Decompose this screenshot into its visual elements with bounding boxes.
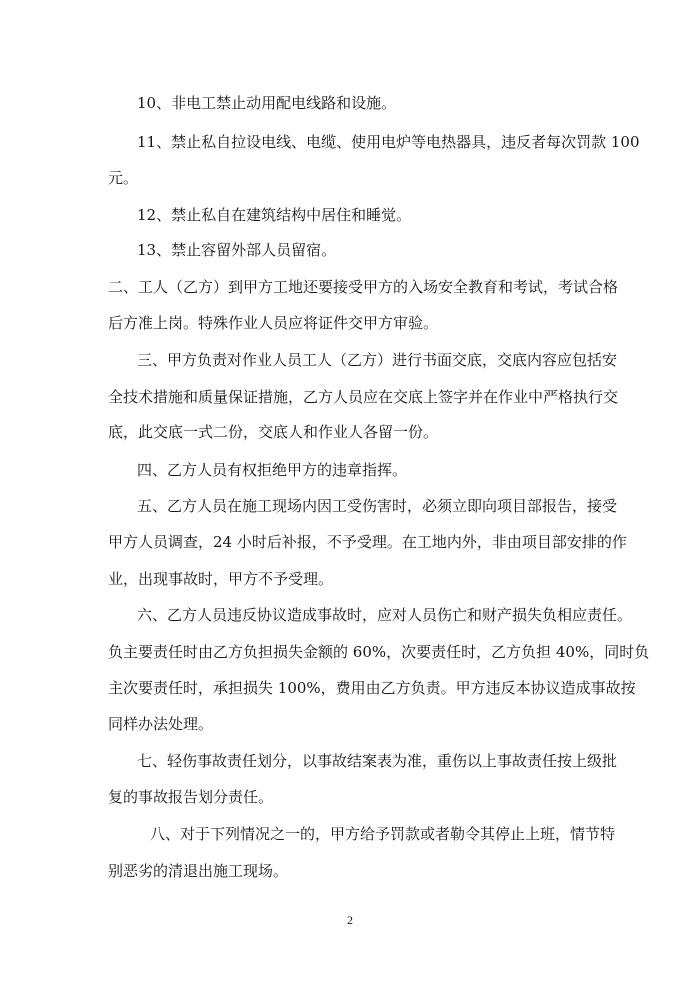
text-line: 别恶劣的清退出施工现场。 xyxy=(108,862,289,880)
text-line: 复的事故报告划分责任。 xyxy=(108,788,274,806)
text-line: 七、轻伤事故责任划分，以事故结案表为准，重伤以上事故责任按上级批 xyxy=(137,752,618,770)
page-number: 2 xyxy=(347,913,353,927)
text-line: 底，此交底一式二份，交底人和作业人各留一份。 xyxy=(108,423,439,441)
text-line: 元。 xyxy=(108,169,139,187)
text-line: 负主要责任时由乙方负担损失金额的 60%，次要责任时，乙方负担 40%，同时负 xyxy=(108,643,650,661)
text-line: 四、乙方人员有权拒绝甲方的违章指挥。 xyxy=(137,461,408,479)
text-line: 业，出现事故时，甲方不予受理。 xyxy=(108,570,334,588)
text-line: 11、禁止私自拉设电线、电缆、使用电炉等电热器具，违反者每次罚款 100 xyxy=(137,133,640,151)
text-line: 全技术措施和质量保证措施，乙方人员应在交底上签字并在作业中严格执行交 xyxy=(108,388,619,406)
text-line: 六、乙方人员违反协议造成事故时，应对人员伤亡和财产损失负相应责任。 xyxy=(137,606,633,624)
text-line: 甲方人员调查，24 小时后补报，不予受理。在工地内外，非由项目部安排的作 xyxy=(108,533,627,551)
text-line: 12、禁止私自在建筑结构中居住和睡觉。 xyxy=(137,206,412,224)
text-line: 后方准上岗。特殊作业人员应将证件交甲方审验。 xyxy=(108,314,439,332)
text-line: 10、非电工禁止动用配电线路和设施。 xyxy=(137,94,397,112)
text-line: 五、乙方人员在施工现场内因工受伤害时，必须立即向项目部报告，接受 xyxy=(137,497,618,515)
text-line: 二、工人（乙方）到甲方工地还要接受甲方的入场安全教育和考试，考试合格 xyxy=(108,278,619,296)
text-line: 主次要责任时，承担损失 100%，费用由乙方负责。甲方违反本协议造成事故按 xyxy=(108,679,636,697)
text-line: 八、对于下列情况之一的，甲方给予罚款或者勒令其停止上班，情节特 xyxy=(150,825,616,843)
text-line: 三、甲方负责对作业人员工人（乙方）进行书面交底，交底内容应包括安 xyxy=(137,351,618,369)
text-line: 同样办法处理。 xyxy=(108,715,214,733)
text-line: 13、禁止容留外部人员留宿。 xyxy=(137,241,337,259)
